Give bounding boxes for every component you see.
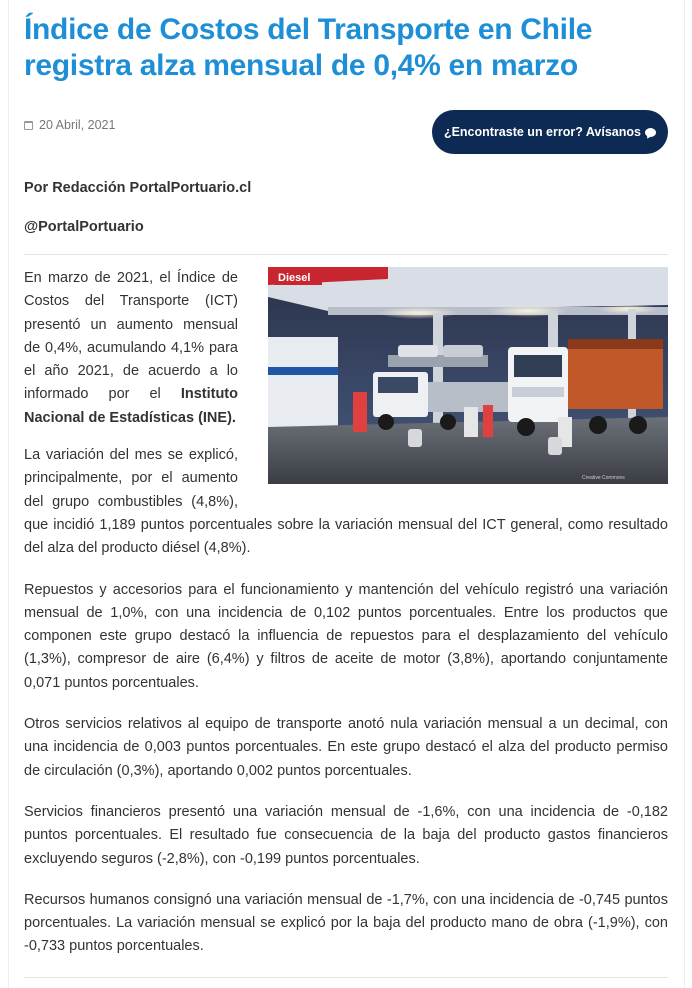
twitter-handle-link[interactable]: @PortalPortuario xyxy=(24,219,144,235)
paragraph-1-text: En marzo de 2021, el Índice de Costos del Transporte (ICT) presentó un aumento mensual de 0,4%, acumulando 4,1% para el año 2021, de acuerdo a lo informado por el xyxy=(24,270,238,403)
paragraph-4: Otros servicios relativos al equipo de transporte anotó nula variación mensual a un decimal, con una incidencia de 0,003 puntos porcentuales. En este grupo destacó el alza del producto permiso de circulación (0,3%), aportando 0,002 puntos porcentuales. xyxy=(24,716,668,779)
paragraph-2: La variación del mes se explicó, principalmente, por el aumento del grupo combustibles (4,8%), que incidió 1,189 puntos porcentuales sobre la variación mensual del ICT general, como resultado del alza del producto diésel (4,8%). xyxy=(24,447,668,557)
article-photo xyxy=(268,267,668,484)
chat-bubble-icon xyxy=(645,128,656,137)
image-credit: Creative Commons xyxy=(582,475,625,481)
article-body xyxy=(24,267,668,561)
gas-station-illustration xyxy=(268,267,668,484)
paragraph-3: Repuestos y accesorios para el funcionamiento y mantención del vehículo registró una variación mensual de 1,0%, con una incidencia de 0,102 puntos porcentuales. Entre los productos que componen este grupo destacó la influencia de repuestos para el desplazamiento del vehículo (1,3%), compresor de aire (6,4%) y filtros de aceite de motor (3,8%), aportando conjuntamente 0,071 puntos porcentuales. xyxy=(24,581,668,691)
article-date xyxy=(24,118,115,132)
footer-divider xyxy=(24,977,668,978)
calendar-icon xyxy=(24,121,33,130)
paragraph-6: Recursos humanos consignó una variación mensual de -1,7%, con una incidencia de -0,745 puntos porcentuales. La variación mensual se explicó por la baja del producto mano de obra (-1,9%), con -0,733 puntos porcentuales. xyxy=(24,891,668,955)
article-date-text: 20 Abril, 2021 xyxy=(39,118,116,132)
report-error-label: ¿Encontraste un error? Avísanos xyxy=(443,125,641,139)
diesel-sign-text: Diesel xyxy=(278,272,311,284)
article-byline: Por Redacción PortalPortuario.cl xyxy=(24,180,252,196)
article-title: Índice de Costos del Transporte en Chile registra alza mensual de 0,4% en marzo xyxy=(24,13,593,82)
report-error-button[interactable] xyxy=(432,110,668,154)
article-content xyxy=(24,0,668,978)
header-divider xyxy=(24,254,668,255)
page-left-border xyxy=(8,0,9,988)
paragraph-5: Servicios financieros presentó una variación mensual de -1,6%, con una incidencia de -0,182 puntos porcentuales. El resultado fue consecuencia de la baja del producto gastos financieros excluyendo seguros (-2,8%), con -0,199 puntos porcentuales. xyxy=(24,803,668,867)
article-meta xyxy=(24,110,668,160)
page-right-border xyxy=(684,0,685,988)
ine-link: Instituto Nacional de Estadísticas (INE). xyxy=(24,386,238,426)
